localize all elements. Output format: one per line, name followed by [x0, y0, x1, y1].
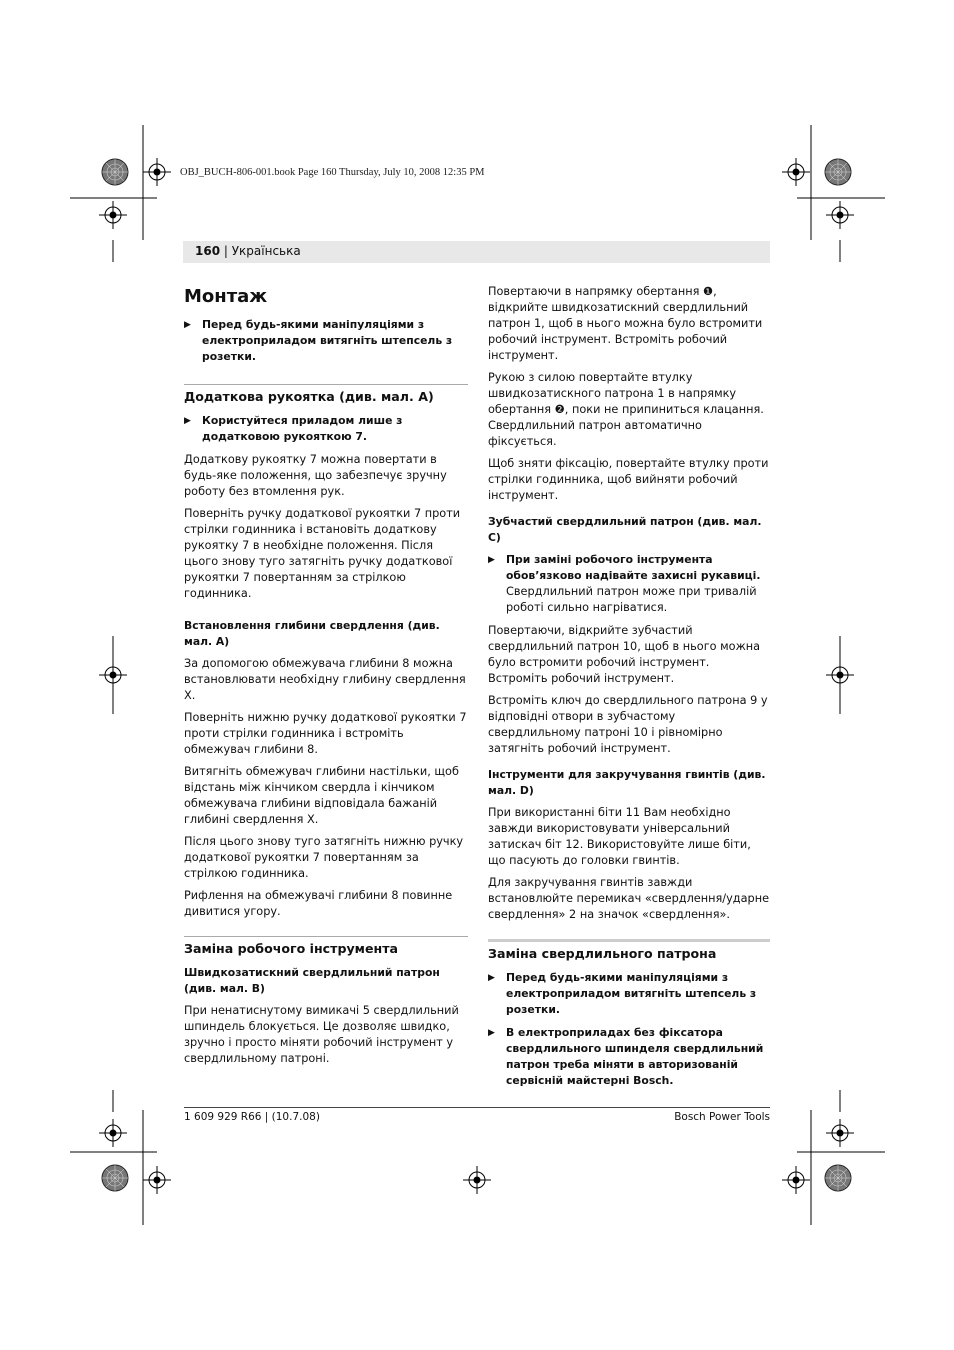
print-target-icon [102, 1165, 128, 1191]
subsection-heading: Швидкозатискний свердлильний патрон (див. мал. B) [184, 966, 440, 995]
header-separator: | [220, 244, 232, 258]
warning-bullet: ▶ Користуйтеся приладом лише з додатковою рукояткою 7. [184, 414, 403, 443]
print-target-icon [102, 159, 128, 185]
section-heading: Заміна робочого інструмента [184, 936, 468, 957]
paragraph: Поверніть ручку додаткової рукоятки 7 проти стрілки годинника і встановіть додаткову рукоятку 7 в необхідне положення. Після цього знову туго затягніть ручку додаткової рукоятки 7 повертанням за стрілкою годинника. [184, 507, 461, 600]
paragraph: Рифлення на обмежувачі глибини 8 повинне дивитися угору. [184, 889, 453, 918]
print-target-icon [825, 1165, 851, 1191]
subsection-heading: Інструменти для закручування гвинтів (див. мал. D) [488, 768, 766, 797]
triangle-right-icon: ▶ [184, 416, 191, 426]
subsection-heading: Зубчастий свердлильний патрон (див. мал. C) [488, 515, 762, 544]
crosshair-registration-icon [99, 201, 127, 229]
paragraph: Повертаючи, відкрийте зубчастий свердлильний патрон 10, щоб в нього можна було встромити робочий інструмент. Встроміть робочий інструмент. [488, 624, 761, 685]
triangle-right-icon: ▶ [488, 973, 495, 983]
section-heading: Додаткова рукоятка (див. мал. A) [184, 384, 468, 405]
page-footer [184, 1107, 770, 1123]
crosshair-registration-icon [143, 1166, 171, 1194]
print-target-icon [825, 159, 851, 185]
paragraph: Додаткову рукоятку 7 можна повертати в будь-яке положення, що забезпечує зручну роботу без втомлення рук. [184, 453, 447, 498]
paragraph: Витягніть обмежувач глибини настільки, щоб відстань між кінчиком свердла і кінчиком обмежувача глибини відповідала бажаній глибині свердлення X. [184, 765, 459, 826]
page-number: 160 [195, 244, 221, 258]
crosshair-registration-icon [143, 158, 171, 186]
page-title: Монтаж [184, 286, 268, 307]
section-heading: Заміна свердлильного патрона [488, 939, 770, 962]
crosshair-registration-icon [782, 1166, 810, 1194]
left-column [184, 284, 468, 1073]
warning-bullet: ▶ Перед будь-якими маніпуляціями з електроприладом витягніть штепсель з розетки. [488, 971, 757, 1016]
footer-doc-id: 1 609 929 R66 | (10.7.08) [184, 1111, 320, 1123]
paragraph: Щоб зняти фіксацію, повертайте втулку проти стрілки годинника, щоб вийняти робочий інструмент. [488, 457, 769, 502]
header-language: Українська [231, 244, 301, 258]
print-job-header: OBJ_BUCH-806-001.book Page 160 Thursday, July 10, 2008 12:35 PM [180, 167, 485, 178]
paragraph: При використанні біти 11 Вам необхідно завжди використовувати універсальний затискач біт 12. Використовуйте лише біти, що пасують до головки гвинтів. [488, 806, 751, 867]
subsection-heading: Встановлення глибини свердлення (див. мал. A) [184, 619, 440, 648]
warning-bullet: ▶ Перед будь-якими маніпуляціями з електроприладом витягніть штепсель з розетки. [184, 318, 453, 363]
paragraph: Рукою з силою повертайте втулку швидкозатискного патрона 1 в напрямку обертання ❷, поки не припиниться клацання. Свердлильний патрон автоматично фіксується. [488, 371, 764, 448]
paragraph: За допомогою обмежувача глибини 8 можна встановлювати необхідну глибину свердлення X. [184, 657, 466, 702]
crosshair-registration-icon [782, 158, 810, 186]
page-header-band [183, 241, 770, 263]
triangle-right-icon: ▶ [488, 555, 495, 565]
triangle-right-icon: ▶ [488, 1028, 495, 1038]
crosshair-registration-icon [826, 1119, 854, 1147]
right-column [488, 284, 770, 1096]
paragraph: Встроміть ключ до свердлильного патрона 9 у відповідні отвори в зубчастому свердлильному патроні 10 і рівномірно затягніть робочий інструмент. [488, 694, 768, 755]
paragraph: Після цього знову туго затягніть нижню ручку додаткової рукоятки 7 повертанням за стрілкою годинника. [184, 835, 464, 880]
paragraph: Поверніть нижню ручку додаткової рукоятки 7 проти стрілки годинника і встроміть обмежувач глибини 8. [184, 711, 467, 756]
footer-brand: Bosch Power Tools [674, 1111, 770, 1123]
crosshair-registration-icon [99, 1119, 127, 1147]
paragraph: Для закручування гвинтів завжди встановлюйте перемикач «свердлення/ударне свердлення» 2 на значок «свердлення». [488, 876, 770, 921]
triangle-right-icon: ▶ [184, 320, 191, 330]
crosshair-registration-icon [826, 201, 854, 229]
warning-bullet: ▶ В електроприладах без фіксатора свердлильного шпинделя свердлильний патрон треба міняти в авторизованій сервісній майстерні Bosch. [488, 1026, 764, 1087]
crosshair-registration-icon [463, 1166, 491, 1194]
paragraph: При ненатиснутому вимикачі 5 свердлильний шпиндель блокується. Це дозволяє швидко, зручно і просто міняти робочий інструмент у свердлильному патроні. [184, 1004, 459, 1065]
paragraph: Повертаючи в напрямку обертання ❶, відкрийте швидкозатискний свердлильний патрон 1, щоб в нього можна було встромити робочий інструмент. Встроміть робочий інструмент. [488, 285, 763, 362]
warning-bullet: ▶ При заміні робочого інструмента обов’язково надівайте захисні рукавиці. Свердлильний патрон може при тривалій роботі сильно нагріватися. [488, 553, 761, 614]
